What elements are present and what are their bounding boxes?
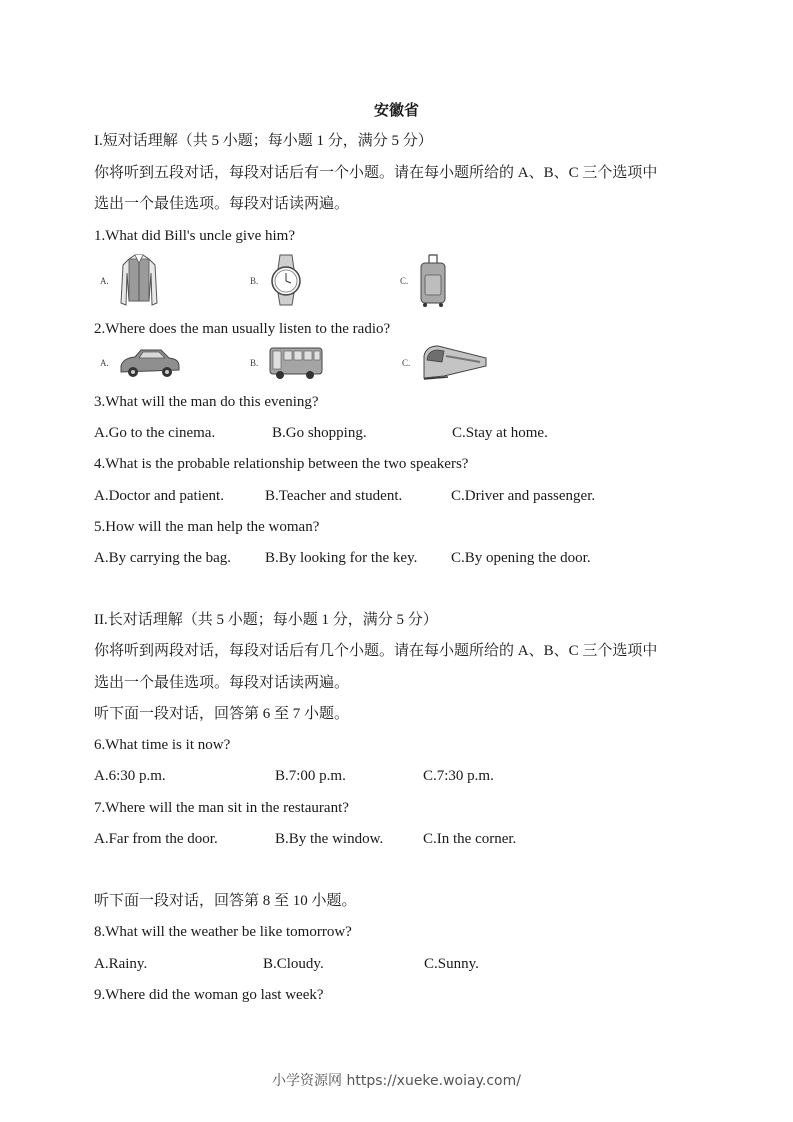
q3-option-a: A.Go to the cinema.	[94, 425, 216, 441]
q8-option-a: A.Rainy.	[94, 956, 148, 972]
option-label: B.	[250, 275, 259, 286]
q2-option-b	[250, 346, 324, 380]
section2-heading: II.长对话理解（共 5 小题；每小题 1 分，满分 5 分）	[94, 612, 438, 628]
q1-option-a	[100, 253, 159, 308]
bus-icon	[268, 346, 324, 380]
q7-option-a: A.Far from the door.	[94, 831, 218, 847]
section2-instructions-line2: 选出一个最佳选项。每段对话读两遍。	[94, 675, 350, 691]
train-icon	[420, 344, 490, 382]
section1-heading: I.短对话理解（共 5 小题；每小题 1 分，满分 5 分）	[94, 133, 433, 149]
option-label: A.	[100, 275, 109, 286]
q6-option-b: B.7:00 p.m.	[275, 768, 346, 784]
q5-option-c: C.By opening the door.	[451, 550, 591, 566]
option-label: C.	[400, 275, 409, 286]
page-title: 安徽省	[373, 103, 419, 119]
q3-option-b: B.Go shopping.	[272, 425, 367, 441]
question-2: 2.Where does the man usually listen to the radio?	[94, 321, 391, 337]
q4-option-a: A.Doctor and patient.	[94, 488, 224, 504]
car-icon	[119, 346, 181, 380]
q8-option-c: C.Sunny.	[424, 956, 479, 972]
dialogue2-intro: 听下面一段对话，回答第 8 至 10 小题。	[94, 893, 357, 909]
option-label: C.	[402, 358, 411, 368]
q3-option-c: C.Stay at home.	[452, 425, 548, 441]
section1-instructions-line2: 选出一个最佳选项。每段对话读两遍。	[94, 196, 350, 212]
q1-option-b	[250, 253, 304, 308]
q5-option-a: A.By carrying the bag.	[94, 550, 232, 566]
question-8: 8.What will the weather be like tomorrow?	[94, 924, 352, 940]
q6-option-c: C.7:30 p.m.	[423, 768, 494, 784]
option-label: A.	[100, 358, 109, 368]
q5-option-b: B.By looking for the key.	[265, 550, 418, 566]
question-5: 5.How will the man help the woman?	[94, 519, 320, 535]
q7-option-c: C.In the corner.	[423, 831, 517, 847]
suitcase-icon	[418, 253, 448, 308]
question-1: 1.What did Bill's uncle give him?	[94, 228, 295, 244]
q1-option-c	[400, 253, 448, 308]
q8-option-b: B.Cloudy.	[263, 956, 324, 972]
q6-option-a: A.6:30 p.m.	[94, 768, 166, 784]
watch-icon	[268, 253, 304, 308]
section2-instructions-line1: 你将听到两段对话，每段对话后有几个小题。请在每小题所给的 A、B、C 三个选项中	[94, 643, 658, 659]
q7-option-b: B.By the window.	[275, 831, 384, 847]
question-7: 7.Where will the man sit in the restaurant?	[94, 800, 349, 816]
jacket-icon	[119, 253, 159, 308]
dialogue1-intro: 听下面一段对话，回答第 6 至 7 小题。	[94, 706, 350, 722]
q4-option-c: C.Driver and passenger.	[451, 488, 596, 504]
q4-option-b: B.Teacher and student.	[265, 488, 403, 504]
question-3: 3.What will the man do this evening?	[94, 394, 319, 410]
question-4: 4.What is the probable relationship between the two speakers?	[94, 456, 469, 472]
option-label: B.	[250, 358, 259, 368]
question-9: 9.Where did the woman go last week?	[94, 987, 324, 1003]
q2-option-a	[100, 346, 181, 380]
footer-watermark: 小学资源网 https://xueke.woiay.com/	[272, 1073, 521, 1089]
q2-option-c	[402, 344, 490, 382]
question-6: 6.What time is it now?	[94, 737, 231, 753]
section1-instructions-line1: 你将听到五段对话，每段对话后有一个小题。请在每小题所给的 A、B、C 三个选项中	[94, 165, 658, 181]
